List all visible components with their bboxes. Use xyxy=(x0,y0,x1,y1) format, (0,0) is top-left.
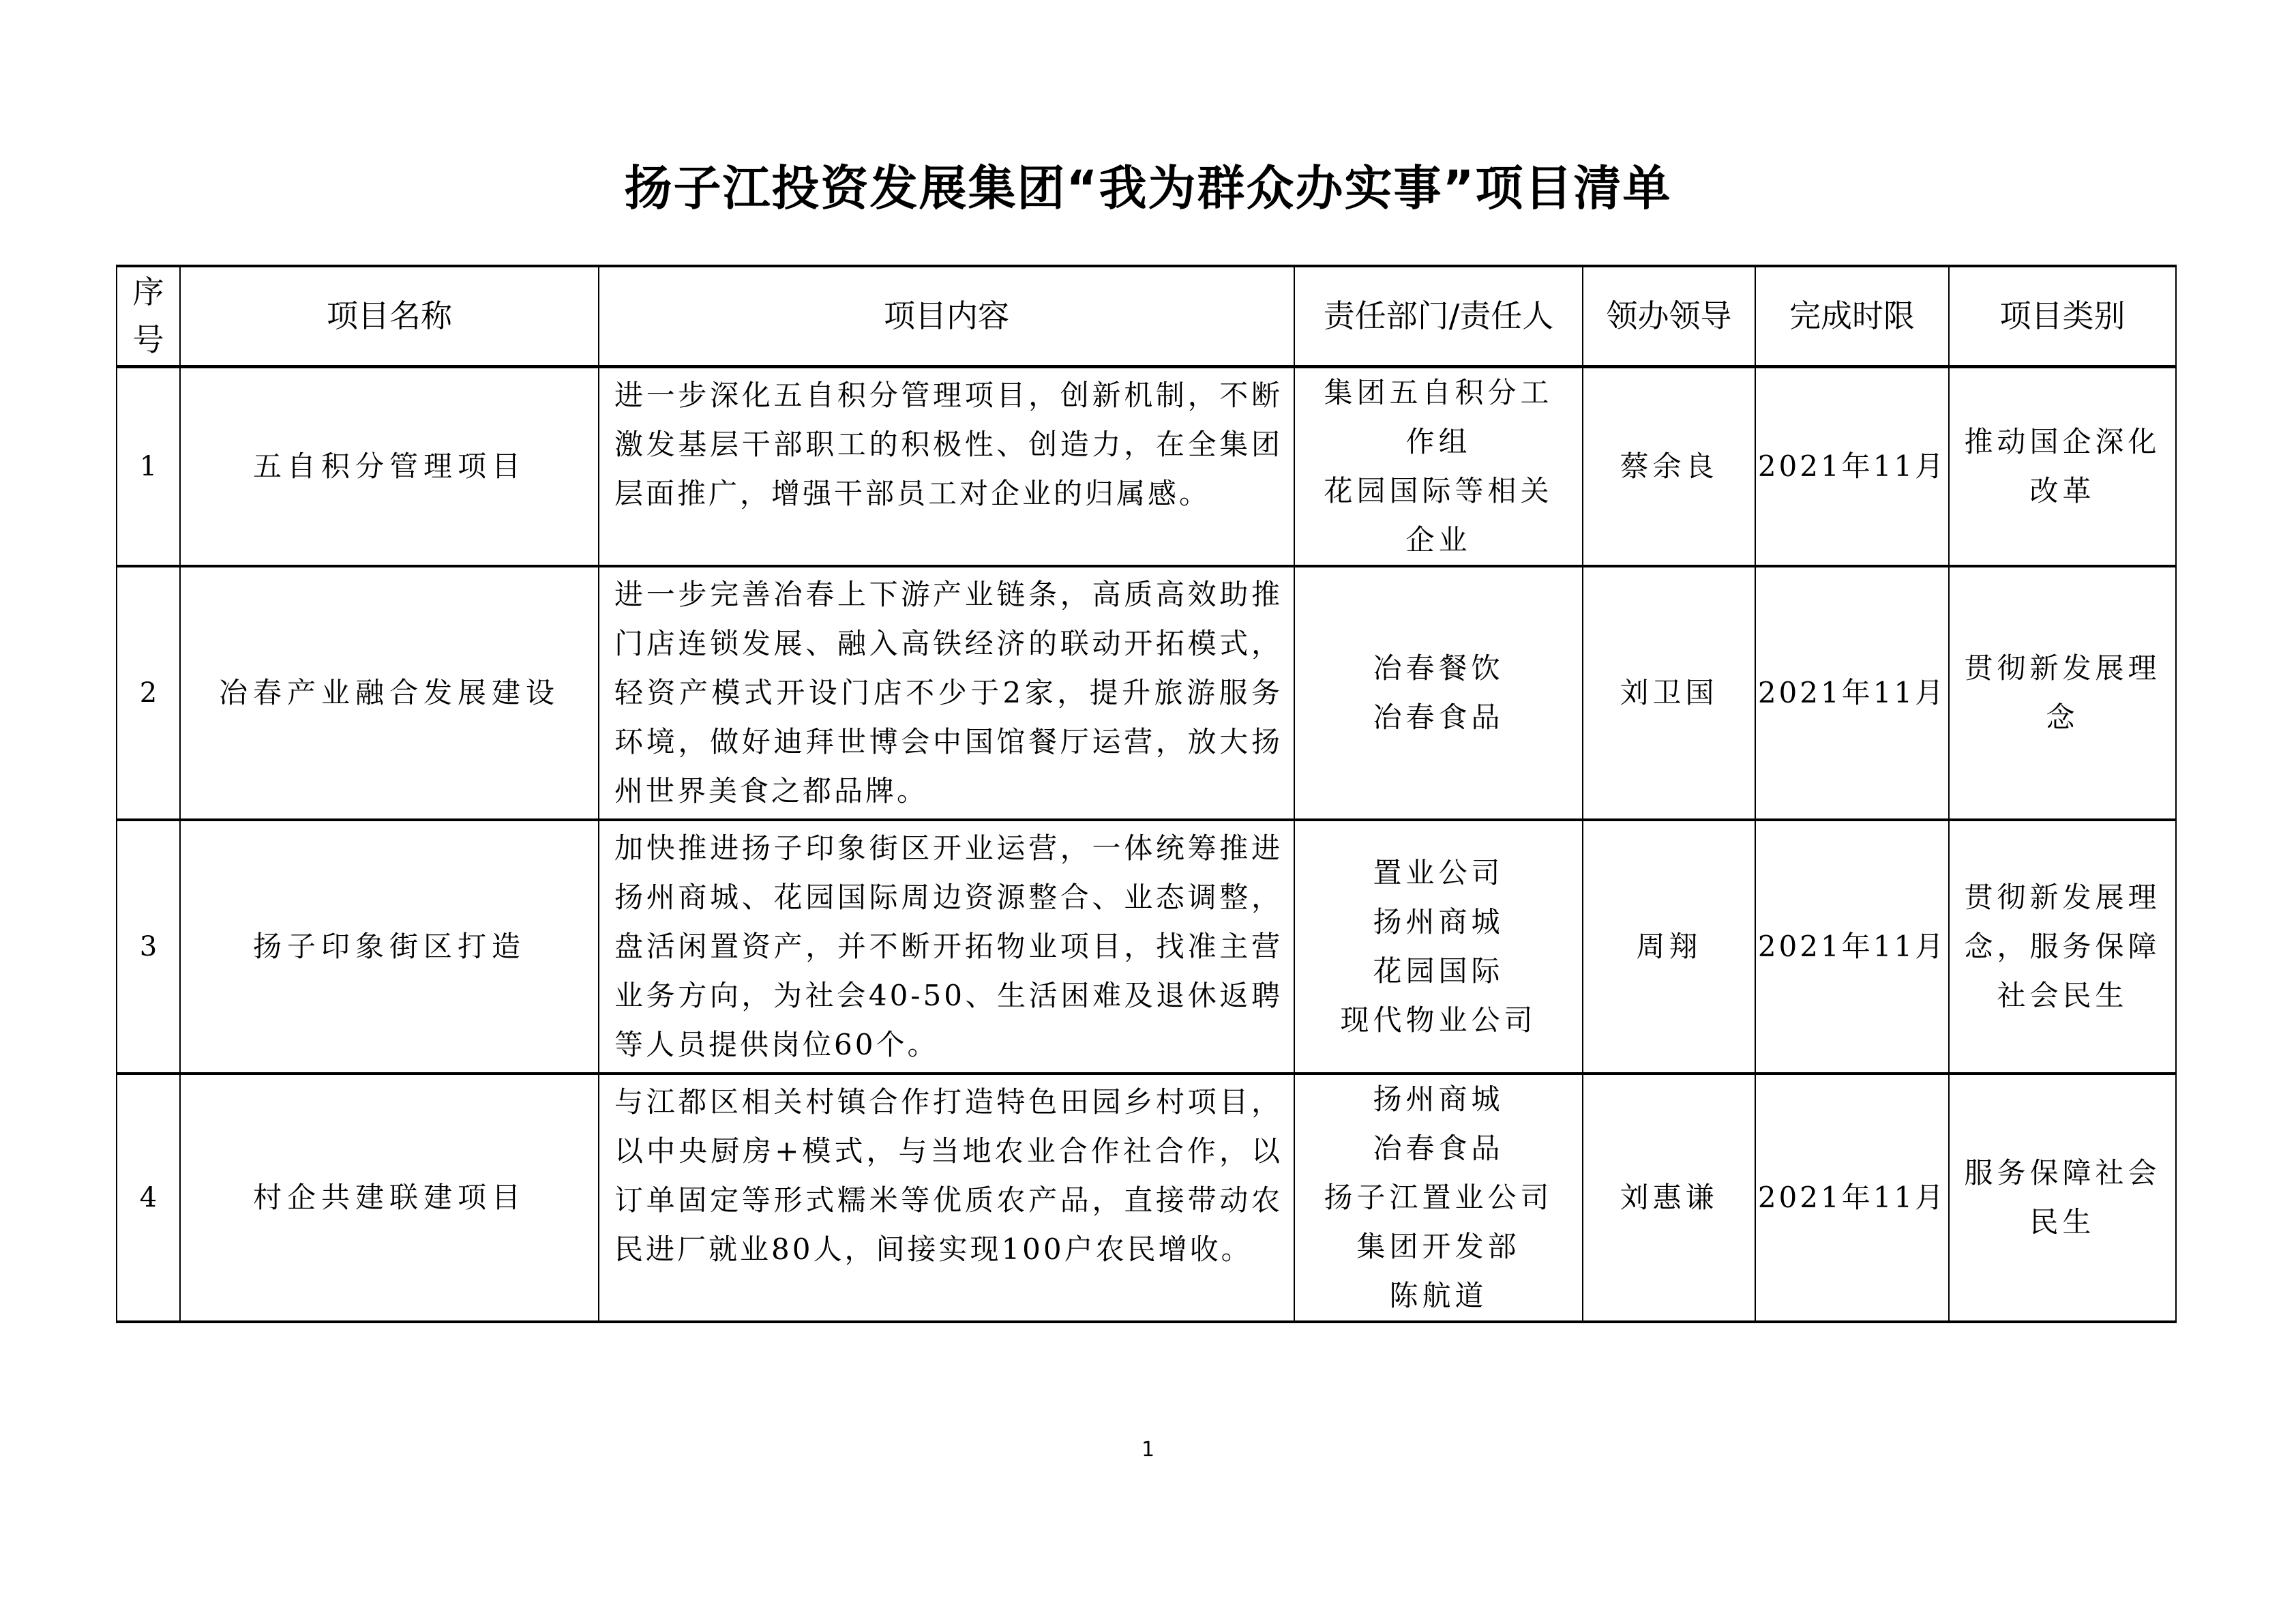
cell-content: 加快推进扬子印象街区开业运营，一体统筹推进扬州商城、花园国际周边资源整合、业态调整，盘活闲置资产，并不断开拓物业项目，找准主营业务方向，为社会40-50、生活困难及退休返聘等人员提供岗位60个。 xyxy=(599,820,1294,1074)
cell-leader: 蔡余良 xyxy=(1583,366,1755,566)
department-line: 置业公司 xyxy=(1373,856,1504,889)
cell-department xyxy=(1294,820,1583,1074)
header-name: 项目名称 xyxy=(180,266,599,366)
page-number: 1 xyxy=(1141,1438,1155,1462)
department-line: 集团五自积分工作组 xyxy=(1324,375,1553,458)
cell-content: 与江都区相关村镇合作打造特色田园乡村项目，以中央厨房+模式，与当地农业合作社合作，以订单固定等形式糯米等优质农产品，直接带动农民进厂就业80人，间接实现100户农民增收。 xyxy=(599,1074,1294,1322)
cell-no: 1 xyxy=(117,366,180,566)
cell-leader: 刘惠谦 xyxy=(1583,1074,1755,1322)
header-department: 责任部门/责任人 xyxy=(1294,266,1583,366)
department-line: 扬州商城 xyxy=(1373,1082,1504,1116)
cell-content: 进一步深化五自积分管理项目，创新机制，不断激发基层干部职工的积极性、创造力，在全集团层面推广，增强干部员工对企业的归属感。 xyxy=(599,366,1294,566)
cell-name: 村企共建联建项目 xyxy=(180,1074,599,1322)
department-line: 扬子江置业公司 xyxy=(1324,1181,1553,1214)
department-line: 冶春餐饮 xyxy=(1373,651,1504,685)
cell-no: 2 xyxy=(117,566,180,820)
page-title: 扬子江投资发展集团“我为群众办实事”项目清单 xyxy=(624,160,1672,216)
cell-leader: 刘卫国 xyxy=(1583,566,1755,820)
department-line: 集团开发部 xyxy=(1356,1230,1521,1263)
header-category: 项目类别 xyxy=(1949,266,2176,366)
department-line: 现代物业公司 xyxy=(1340,1003,1537,1037)
cell-leader: 周翔 xyxy=(1583,820,1755,1074)
table-header-row xyxy=(117,266,2176,366)
cell-deadline: 2021年11月 xyxy=(1755,366,1949,566)
cell-deadline: 2021年11月 xyxy=(1755,820,1949,1074)
department-line: 花园国际 xyxy=(1373,954,1504,988)
cell-deadline: 2021年11月 xyxy=(1755,566,1949,820)
department-line: 冶春食品 xyxy=(1373,700,1504,734)
header-content: 项目内容 xyxy=(599,266,1294,366)
cell-no: 4 xyxy=(117,1074,180,1322)
department-line: 陈航道 xyxy=(1389,1279,1488,1312)
cell-category: 推动国企深化改革 xyxy=(1949,366,2176,566)
header-leader: 领办领导 xyxy=(1583,266,1755,366)
cell-department xyxy=(1294,1074,1583,1322)
department-line: 花园国际等相关企业 xyxy=(1324,473,1553,557)
cell-category: 服务保障社会民生 xyxy=(1949,1074,2176,1322)
cell-department xyxy=(1294,566,1583,820)
cell-content: 进一步完善冶春上下游产业链条，高质高效助推门店连锁发展、融入高铁经济的联动开拓模式，轻资产模式开设门店不少于2家，提升旅游服务环境，做好迪拜世博会中国馆餐厅运营，放大扬州世界美食之都品牌。 xyxy=(599,566,1294,820)
cell-name: 扬子印象街区打造 xyxy=(180,820,599,1074)
cell-no: 3 xyxy=(117,820,180,1074)
cell-name: 五自积分管理项目 xyxy=(180,366,599,566)
cell-deadline: 2021年11月 xyxy=(1755,1074,1949,1322)
cell-name: 冶春产业融合发展建设 xyxy=(180,566,599,820)
header-no: 序号 xyxy=(117,266,180,366)
table-row xyxy=(117,566,2176,820)
project-table xyxy=(116,265,2177,1323)
table-row xyxy=(117,366,2176,566)
department-line: 冶春食品 xyxy=(1373,1132,1504,1165)
table-row xyxy=(117,820,2176,1074)
cell-category: 贯彻新发展理念 xyxy=(1949,566,2176,820)
cell-department xyxy=(1294,366,1583,566)
cell-category: 贯彻新发展理念，服务保障社会民生 xyxy=(1949,820,2176,1074)
header-deadline: 完成时限 xyxy=(1755,266,1949,366)
table-row xyxy=(117,1074,2176,1322)
department-line: 扬州商城 xyxy=(1373,905,1504,939)
